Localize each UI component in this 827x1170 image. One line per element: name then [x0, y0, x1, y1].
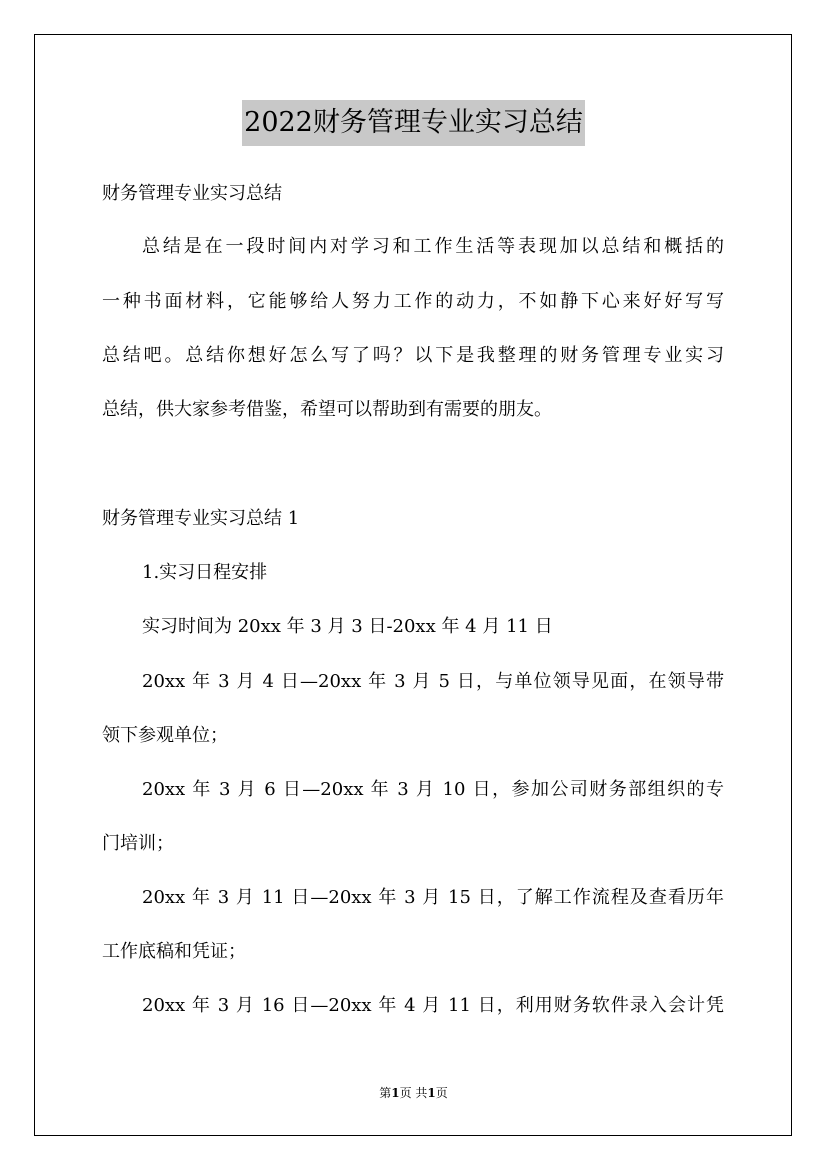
schedule-line-1: 实习时间为 20xx 年 3 月 3 日-20xx 年 4 月 11 日	[142, 616, 553, 637]
document-subtitle: 财务管理专业实习总结	[102, 183, 282, 204]
footer-middle: 页 共	[399, 1086, 428, 1100]
intro-line-3: 总结吧。总结你想好怎么写了吗？以下是我整理的财务管理专业实习	[102, 345, 724, 366]
intro-line-4: 总结，供大家参考借鉴，希望可以帮助到有需要的朋友。	[102, 399, 552, 420]
page-footer	[0, 1084, 827, 1101]
title-wrap	[0, 100, 827, 146]
schedule-line-2: 20xx 年 3 月 4 日—20xx 年 3 月 5 日，与单位领导见面，在领导带	[142, 671, 724, 692]
item-heading: 1.实习日程安排	[142, 562, 268, 583]
schedule-line-5: 门培训；	[102, 833, 174, 854]
document-title: 2022财务管理专业实习总结	[242, 100, 585, 146]
schedule-line-8: 20xx 年 3 月 16 日—20xx 年 4 月 11 日，利用财务软件录入会计凭	[142, 995, 724, 1016]
intro-line-2: 一种书面材料，它能够给人努力工作的动力，不如静下心来好好写写	[102, 291, 724, 312]
section-heading: 财务管理专业实习总结 1	[102, 508, 300, 529]
schedule-line-4: 20xx 年 3 月 6 日—20xx 年 3 月 10 日，参加公司财务部组织的专	[142, 779, 724, 800]
footer-page-number: 1	[391, 1086, 400, 1100]
schedule-line-3: 领下参观单位；	[102, 725, 228, 746]
intro-line-1: 总结是在一段时间内对学习和工作生活等表现加以总结和概括的	[142, 236, 724, 257]
footer-suffix: 页	[435, 1086, 448, 1100]
footer-page-total: 1	[427, 1086, 436, 1100]
footer-prefix: 第	[379, 1086, 392, 1100]
schedule-line-6: 20xx 年 3 月 11 日—20xx 年 3 月 15 日，了解工作流程及查看历年	[142, 887, 724, 908]
schedule-line-7: 工作底稿和凭证；	[102, 941, 246, 962]
